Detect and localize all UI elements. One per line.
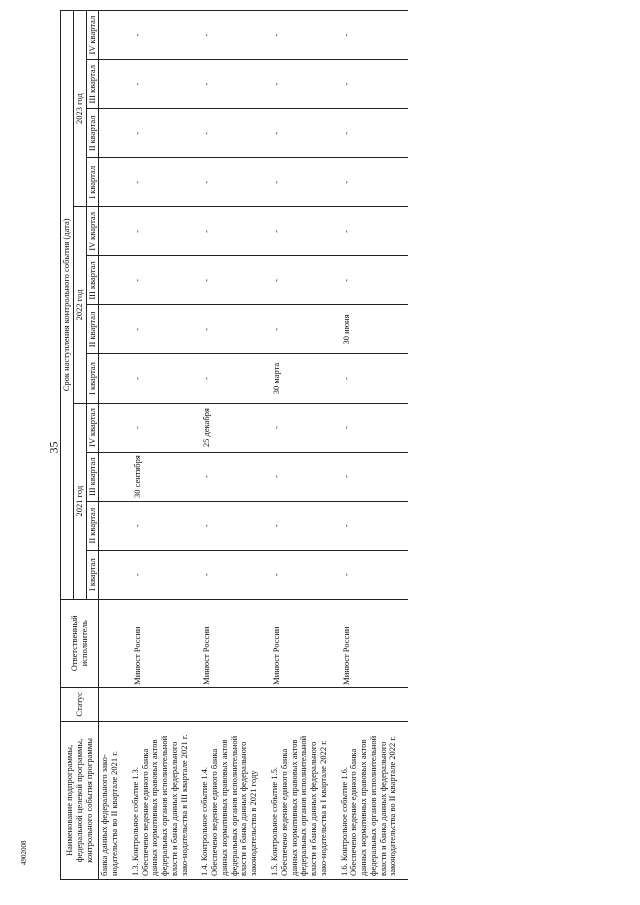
quarter-value-cell: - [269,109,339,158]
quarter-value-cell: - [269,60,339,109]
quarter-value-cell: - [339,60,409,109]
executor-cell: Минюст России [199,599,269,687]
quarter-value-cell: - [130,109,200,158]
quarter-value-cell: - [199,207,269,256]
quarter-value-cell: - [339,11,409,60]
table-row [269,11,339,880]
header-quarter: IV квартал [86,207,99,256]
event-name-cell: 1.5. Контрольное событие 1.5. Обеспечено ведение единого банка данных нормативных правовых актов федеральных органов исполнительной власти и банка данных федерального зако-нодательства в I квартале 2022 г. [269,721,339,879]
table-row [199,11,269,880]
table-row [339,11,409,880]
quarter-value-cell: - [339,452,409,501]
header-quarter: II квартал [86,501,99,550]
quarter-value-cell [99,305,130,354]
quarter-value-cell: - [130,354,200,403]
quarter-value-cell: - [269,256,339,305]
quarter-value-cell: - [339,109,409,158]
quarter-value-cell: - [269,403,339,452]
event-name-cell: банка данных федерального зако-нодательства во II квартале 2021 г. [99,721,130,879]
table-row [130,11,200,880]
quarter-value-cell: 30 сентября [130,452,200,501]
executor-cell: Минюст России [339,599,409,687]
header-status: Статус [61,687,99,721]
quarter-value-cell: - [130,501,200,550]
header-quarter: IV квартал [86,11,99,60]
header-quarter: I квартал [86,354,99,403]
executor-cell [99,599,130,687]
quarter-value-cell: - [130,305,200,354]
control-events-table [60,10,408,880]
quarter-value-cell: - [269,11,339,60]
quarter-value-cell: - [269,207,339,256]
quarter-value-cell: - [339,403,409,452]
quarter-value-cell: - [269,158,339,207]
quarter-value-cell: 30 июня [339,305,409,354]
event-name-cell: 1.6. Контрольное событие 1.6. Обеспечено ведение единого банка данных нормативных правовых актов федеральных органов исполнительной власти и банка данных федерального законодательства во II квартале 2022 г. [339,721,409,879]
header-quarter: I квартал [86,550,99,599]
header-quarter: I квартал [86,158,99,207]
page-code: 4902008 [20,840,28,865]
quarter-value-cell: - [269,550,339,599]
quarter-value-cell: - [130,11,200,60]
quarter-value-cell: - [339,550,409,599]
quarter-value-cell: - [130,256,200,305]
event-name-cell: 1.4. Контрольное событие 1.4. Обеспечено ведение единого банка данных нормативных правовых актов федеральных органов исполнительной власти и банка данных федерального законодательства в 2021 году [199,721,269,879]
executor-cell: Минюст России [269,599,339,687]
status-cell [269,687,339,721]
quarter-value-cell: - [199,305,269,354]
quarter-value-cell: - [199,452,269,501]
quarter-value-cell [99,354,130,403]
quarter-value-cell [99,60,130,109]
quarter-value-cell [99,11,130,60]
header-year-2023: 2023 год [73,11,86,207]
quarter-value-cell: - [199,158,269,207]
quarter-value-cell: - [130,60,200,109]
header-quarter: III квартал [86,256,99,305]
quarter-value-cell: - [269,305,339,354]
quarter-value-cell: - [339,158,409,207]
quarter-value-cell: - [130,403,200,452]
header-year-2022: 2022 год [73,207,86,403]
quarter-value-cell: - [130,550,200,599]
quarter-value-cell [99,403,130,452]
quarter-value-cell [99,109,130,158]
quarter-value-cell: - [199,501,269,550]
header-year-2021: 2021 год [73,403,86,599]
quarter-value-cell: - [199,109,269,158]
quarter-value-cell: - [339,256,409,305]
quarter-value-cell [99,501,130,550]
quarter-value-cell [99,256,130,305]
header-quarter: III квартал [86,452,99,501]
quarter-value-cell: - [339,501,409,550]
header-quarter: IV квартал [86,403,99,452]
status-cell [99,687,130,721]
quarter-value-cell: 25 декабря [199,403,269,452]
quarter-value-cell: - [199,550,269,599]
status-cell [130,687,200,721]
header-quarter: II квартал [86,305,99,354]
table-row [99,11,130,880]
header-name: Наименование подпрограммы, федеральной целевой программы, контрольного события программы [61,721,99,879]
quarter-value-cell: - [199,60,269,109]
quarter-value-cell: - [269,452,339,501]
quarter-value-cell: - [130,158,200,207]
quarter-value-cell [99,158,130,207]
header-executor: Ответственный исполнитель [61,599,99,687]
quarter-value-cell: - [199,256,269,305]
page-number: 35 [46,441,61,454]
quarter-value-cell [99,550,130,599]
quarter-value-cell: - [199,354,269,403]
executor-cell: Минюст России [130,599,200,687]
quarter-value-cell [99,207,130,256]
status-cell [199,687,269,721]
quarter-value-cell: - [130,207,200,256]
quarter-value-cell: 30 марта [269,354,339,403]
event-name-cell: 1.3. Контрольное событие 1.3. Обеспечено ведение единого банка данных нормативных правовых актов федеральных органов исполнительной власти и банка данных федерального зако-нодательства в III квартале 2021 г. [130,721,200,879]
quarter-value-cell: - [339,207,409,256]
quarter-value-cell: - [269,501,339,550]
header-quarter: III квартал [86,60,99,109]
quarter-value-cell: - [199,11,269,60]
quarter-value-cell: - [339,354,409,403]
status-cell [339,687,409,721]
header-deadline-group: Срок наступления контрольного события (дата) [61,11,74,600]
quarter-value-cell [99,452,130,501]
header-quarter: II квартал [86,109,99,158]
rotated-table-area [60,10,580,880]
